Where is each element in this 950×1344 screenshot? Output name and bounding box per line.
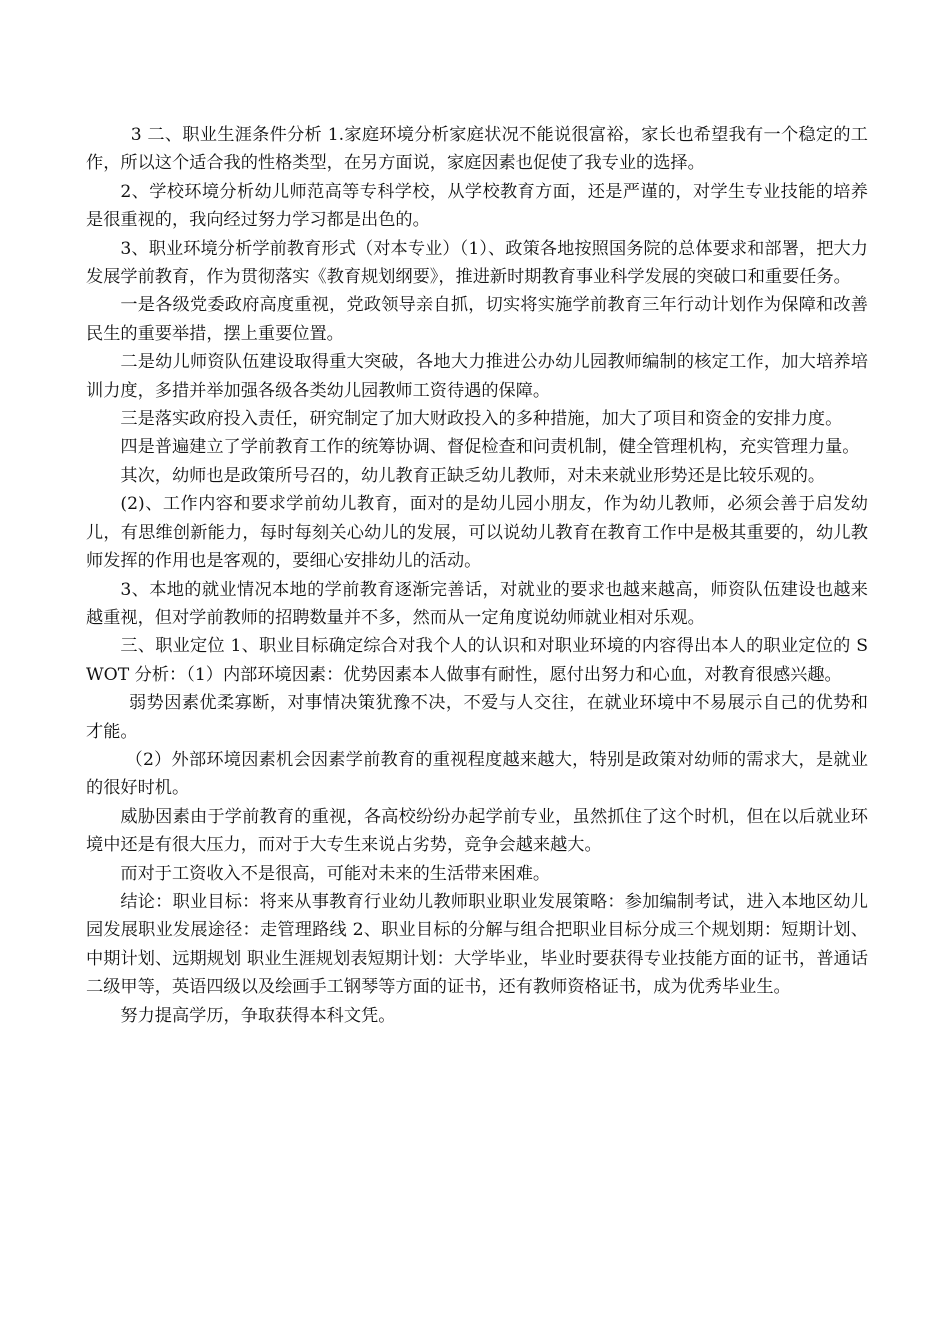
paragraph-education-goal: 努力提高学历，争取获得本科文凭。 (120, 1005, 396, 1026)
paragraph-work-content: (2)、工作内容和要求学前幼儿教育，面对的是幼儿园小朋友，作为幼儿教师，必须会善于启发幼儿，有思维创新能力，每时每刻关心幼儿的发展，可以说幼儿教育在教育工作中是极其重要的，幼儿教师发挥的作用也是客观的，要细心安排幼儿的活动。 (86, 494, 868, 572)
paragraph-conclusion: 结论：职业目标：将来从事教育行业幼儿教师职业职业发展策略：参加编制考试，进入本地区幼儿园发展职业发展途径：走管理路线 2、职业目标的分解与组合把职业目标分成三个规划期：短期计划、中期计划、远期规划 职业生涯规划表短期计划：大学毕业，毕业时要获得专业技能方面的证书，普通话二级甲等，英语四级以及绘画手工钢琴等方面的证书，还有教师资格证书，成为优秀毕业生。 (86, 891, 868, 998)
paragraph-point-four: 四是普遍建立了学前教育工作的统筹协调、督促检查和问责机制，健全管理机构，充实管理力量。 (120, 437, 860, 458)
paragraph-school-environment: 2、学校环境分析幼儿师范高等专科学校，从学校教育方面，还是严谨的，对学生专业技能的培养是很重视的，我向经过努力学习都是出色的。 (86, 181, 868, 231)
paragraph-income: 而对于工资收入不是很高，可能对未来的生活带来困难。 (120, 863, 551, 884)
paragraph-local-employment: 3、本地的就业情况本地的学前教育逐渐完善话，对就业的要求也越来越高，师资队伍建设也越来越重视，但对学前教师的招聘数量并不多，然而从一定角度说幼师就业相对乐观。 (86, 579, 868, 628)
paragraph-career-positioning: 三、职业定位 1、职业目标确定综合对我个人的认识和对职业环境的内容得出本人的职业定位的 SWOT 分析：（1）内部环境因素：优势因素本人做事有耐性，愿付出努力和心血，对教育很感兴趣。 (86, 636, 868, 685)
paragraph-weaknesses: 弱势因素优柔寡断，对事情决策犹豫不决，不爱与人交往，在就业环境中不易展示自己的优势和才能。 (86, 693, 868, 742)
paragraph-career-conditions: 3 二、职业生涯条件分析 1.家庭环境分析家庭状况不能说很富裕，家长也希望我有一个稳定的工作，所以这个适合我的性格类型，在另方面说，家庭因素也促使了我专业的选择。 (86, 125, 868, 174)
paragraph-threats: 威胁因素由于学前教育的重视，各高校纷纷办起学前专业，虽然抓住了这个时机，但在以后就业环境中还是有很大压力，而对于大专生来说占劣势，竞争会越来越大。 (86, 806, 868, 856)
document-body (86, 121, 868, 1030)
paragraph-secondly: 其次，幼师也是政策所号召的，幼儿教育正缺乏幼儿教师，对未来就业形势还是比较乐观的。 (120, 465, 826, 486)
paragraph-point-one: 一是各级党委政府高度重视，党政领导亲自抓，切实将实施学前教育三年行动计划作为保障和改善民生的重要举措，摆上重要位置。 (86, 295, 868, 344)
paragraph-external-factors: （2）外部环境因素机会因素学前教育的重视程度越来越大，特别是政策对幼师的需求大，是就业的很好时机。 (86, 749, 868, 799)
paragraph-point-three: 三是落实政府投入责任，研究制定了加大财政投入的多种措施，加大了项目和资金的安排力度。 (120, 409, 843, 430)
paragraph-point-two: 二是幼儿师资队伍建设取得重大突破，各地大力推进公办幼儿园教师编制的核定工作，加大培养培训力度，多措并举加强各级各类幼儿园教师工资待遇的保障。 (86, 352, 868, 401)
paragraph-career-environment: 3、职业环境分析学前教育形式（对本专业）（1）、政策各地按照国务院的总体要求和部署，把大力发展学前教育，作为贯彻落实《教育规划纲要》，推进新时期教育事业科学发展的突破口和重要任务。 (86, 238, 868, 288)
